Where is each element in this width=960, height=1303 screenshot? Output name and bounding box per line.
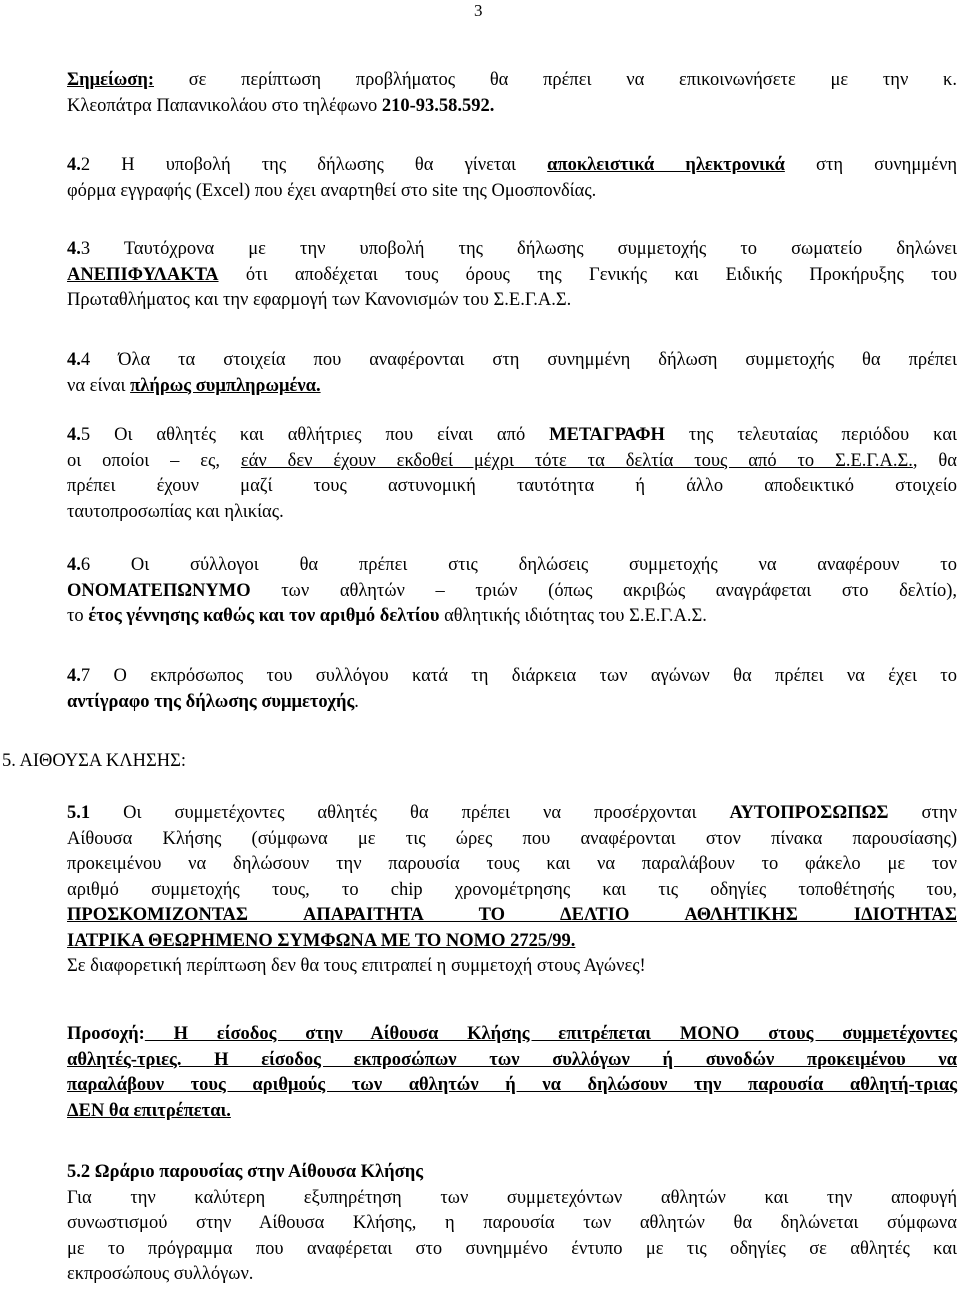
p42-line-2: φόρμα εγγραφής (Excel) που έχει αναρτηθεί στο site της Ομοσπονδίας. — [67, 180, 597, 201]
paragraph-5-2 — [67, 1160, 957, 1288]
attention-line-4: ΔΕΝ θα επιτρέπεται. — [67, 1100, 231, 1121]
p46-line-1: Οι σύλλογοι θα πρέπει στις δηλώσεις συμμετοχής να αναφέρουν το — [90, 555, 957, 575]
p45-line-2-b: , θα — [912, 450, 957, 471]
section-number: 4. — [67, 155, 81, 175]
section-number-suffix: 7 — [80, 666, 91, 686]
section-number: 4. — [67, 555, 81, 575]
attention-label: Προσοχή: — [67, 1024, 145, 1044]
p51-line-4: αριθμό συμμετοχής τους, το chip χρονομέτρησης και τις οδηγίες τοποθέτησής του, — [67, 879, 957, 900]
section-number: 4. — [67, 350, 81, 370]
p44-line-1: Όλα τα στοιχεία που αναφέρονται στη συνημμένη δήλωση συμμετοχής θα πρέπει — [90, 350, 957, 370]
note-text-2: Κλεοπάτρα Παπανικολάου στο τηλέφωνο — [67, 95, 382, 116]
p51-line-1-a: Οι συμμετέχοντες αθλητές θα πρέπει να προσέρχονται — [90, 803, 730, 823]
p44-emphasis: πλήρως συμπληρωμένα. — [130, 375, 321, 396]
p52-line-2: συνωστισμού στην Αίθουσα Κλήσης, η παρουσία των αθλητών θα δηλώνεται σύμφωνα — [67, 1213, 957, 1233]
section-number: 4. — [67, 425, 81, 445]
p43-emphasis: ΑΝΕΠΙΦΥΛΑΚΤΑ — [67, 264, 219, 285]
p51-line-6: ΙΑΤΡΙΚΑ ΘΕΩΡΗΜΕΝΟ ΣΥΜΦΩΝΑ ΜΕ ΤΟ ΝΟΜΟ 2725/99. — [67, 930, 576, 951]
p45-underlined: εάν δεν έχουν εκδοθεί μέχρι τότε τα δελτία τους από το Σ.Ε.Γ.Α.Σ. — [240, 450, 913, 471]
p42-emphasis: αποκλειστικά ηλεκτρονικά — [547, 155, 785, 175]
section-number: 4. — [67, 666, 81, 686]
p46-line-2: των αθλητών – τριών (όπως ακριβώς αναγράφεται στο δελτίο), — [250, 580, 957, 601]
section-5-heading: 5. ΑΙΘΟΥΣΑ ΚΛΗΣΗΣ: — [2, 751, 187, 771]
note-phone: 210-93.58.592. — [381, 95, 495, 116]
note-paragraph — [67, 68, 957, 119]
paragraph-4-5 — [67, 423, 957, 525]
p47-emphasis: αντίγραφο της δήλωσης συμμετοχής — [67, 691, 355, 712]
section-number: 5.1 — [67, 803, 91, 823]
note-label: Σημείωση: — [67, 70, 154, 90]
p46-emphasis-year: έτος γέννησης καθώς και τον αριθμό δελτίου — [88, 606, 440, 626]
p43-line-1: Ταυτόχρονα με την υποβολή της δήλωσης συμμετοχής το σωματείο δηλώνει — [90, 239, 957, 259]
section-number-suffix: 5 — [80, 425, 91, 445]
section-number-suffix: 2 — [80, 155, 91, 175]
section-number-suffix: 3 — [80, 239, 91, 259]
attention-line-1: Η είσοδος στην Αίθουσα Κλήσης επιτρέπεται ΜΟΝΟ στους συμμετέχοντες — [144, 1024, 957, 1044]
p42-text-2: στη συνημμένη — [784, 155, 957, 175]
paragraph-4-3 — [67, 237, 957, 314]
p52-line-3: με το πρόγραμμα που αναφέρεται στο συνημμένο έντυπο με τις οδηγίες σε αθλητές και — [67, 1238, 957, 1259]
paragraph-4-6 — [67, 553, 957, 630]
p51-line-3: προκειμένου να δηλώσουν την παρουσία τους και να παραλάβουν το φάκελο με τον — [67, 854, 957, 874]
p45-line-2-a: οι οποίοι – ες, — [67, 450, 241, 471]
p47-line-1: Ο εκπρόσωπος του συλλόγου κατά τη διάρκεια των αγώνων θα πρέπει να έχει το — [90, 666, 957, 686]
p46-emphasis-name: ΟΝΟΜΑΤΕΠΩΝΥΜΟ — [67, 580, 251, 601]
p52-line-1: Για την καλύτερη εξυπηρέτηση των συμμετεχόντων αθλητών και την αποφυγή — [67, 1187, 957, 1208]
paragraph-4-2 — [67, 153, 957, 204]
p52-title: 5.2 Ωράριο παρουσίας στην Αίθουσα Κλήσης — [67, 1162, 424, 1182]
p51-emphasis: ΑΥΤΟΠΡΟΣΩΠΩΣ — [729, 803, 889, 823]
p43-line-3: Πρωταθλήματος και την εφαρμογή των Κανονισμών του Σ.Ε.Γ.Α.Σ. — [67, 290, 572, 310]
section-number: 4. — [67, 239, 81, 259]
p51-line-5: ΠΡΟΣΚΟΜΙΖΟΝΤΑΣ ΑΠΑΡΑΙΤΗΤΑ ΤΟ ΔΕΛΤΙΟ ΑΘΛΗΤΙΚΗΣ ΙΔΙΟΤΗΤΑΣ — [67, 905, 957, 925]
p45-line-4: ταυτοπροσωπίας και ηλικίας. — [67, 501, 284, 522]
p44-line-2: να είναι — [67, 375, 131, 396]
page-number: 3 — [474, 1, 483, 20]
p46-line-3-a: το — [67, 606, 89, 626]
p47-tail: . — [354, 691, 359, 712]
p52-line-4: εκπροσώπους συλλόγων. — [67, 1264, 254, 1284]
p43-line-2: ότι αποδέχεται τους όρους της Γενικής και Ειδικής Προκήρυξης του — [218, 264, 957, 285]
p51-line-2: Αίθουσα Κλήσης (σύμφωνα με τις ώρες που αναφέρονται στον πίνακα παρουσίασης) — [67, 828, 957, 849]
attention-line-3: παραλάβουν τους αριθμούς των αθλητών ή να δηλώσουν την παρουσία αθλητή-τριας — [67, 1075, 957, 1095]
section-number-suffix: 6 — [80, 555, 91, 575]
attention-paragraph — [67, 1022, 957, 1124]
p45-text-1: Οι αθλητές και αθλήτριες που είναι από — [90, 425, 550, 445]
paragraph-4-7 — [67, 664, 957, 715]
paragraph-4-4 — [67, 348, 957, 399]
paragraph-5-1 — [67, 801, 957, 980]
p51-line-7: Σε διαφορετική περίπτωση δεν θα τους επιτραπεί η συμμετοχή στους Αγώνες! — [67, 956, 646, 976]
p45-text-2: της τελευταίας περιόδου και — [664, 425, 957, 445]
note-text-1: σε περίπτωση προβλήματος θα πρέπει να επικοινωνήσετε με την κ. — [153, 70, 957, 90]
p45-line-3: πρέπει έχουν μαζί τους αστυνομική ταυτότητα ή άλλο αποδεικτικό στοιχείο — [67, 476, 957, 496]
p42-text-1: Η υποβολή της δήλωσης θα γίνεται — [90, 155, 548, 175]
p46-line-3-b: αθλητικής ιδιότητας του Σ.Ε.Γ.Α.Σ. — [439, 606, 707, 626]
attention-line-2: αθλητές-τριες. Η είσοδος εκπροσώπων των συλλόγων ή συνοδών προκειμένου να — [67, 1049, 957, 1070]
section-number-suffix: 4 — [80, 350, 91, 370]
p45-emphasis: ΜΕΤΑΓΡΑΦΗ — [549, 425, 665, 445]
p51-line-1-b: στην — [888, 803, 957, 823]
